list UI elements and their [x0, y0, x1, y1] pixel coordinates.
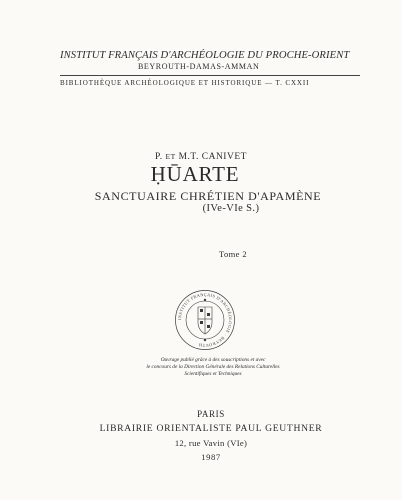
- book-title: ḤŪARTE: [150, 162, 240, 186]
- seal-ring-text: INSTITUT FRANÇAIS D'ARCHÉOLOGIE · BEYROUTH: [176, 291, 234, 349]
- series-header: [60, 50, 360, 87]
- institute-name: INSTITUT FRANÇAIS D'ARCHÉOLOGIE DU PROCHE-ORIENT: [60, 50, 350, 61]
- book-subtitle: SANCTUAIRE CHRÉTIEN D'APAMÈNE: [94, 189, 322, 203]
- publication-note-line1: Ouvrage publié grâce à des souscriptions et avec: [160, 357, 266, 363]
- book-period: (IVe-VIe S.): [202, 203, 260, 214]
- imprint-publisher: LIBRAIRIE ORIENTALISTE PAUL GEUTHNER: [99, 423, 323, 434]
- author-names: M.T. CANIVET: [178, 152, 247, 162]
- header-rule: [60, 75, 360, 76]
- author-conjunction: ET: [165, 152, 176, 161]
- publication-note: [128, 357, 298, 378]
- imprint-city: PARIS: [197, 409, 225, 419]
- institute-seal-icon: [174, 289, 236, 351]
- publication-note-line3: Scientifiques et Techniques: [184, 371, 242, 377]
- author-initial: P.: [155, 152, 163, 162]
- authors: [0, 152, 402, 162]
- publication-note-line2: le concours de la Direction Générale des Relations Culturelles: [146, 364, 280, 370]
- volume-label: Tome 2: [218, 249, 247, 259]
- imprint-year: 1987: [201, 452, 221, 462]
- collection-name: BIBLIOTHÈQUE ARCHÉOLOGIQUE ET HISTORIQUE — T. CXXII: [60, 79, 310, 87]
- imprint-address: 12, rue Vavin (VIe): [174, 438, 248, 448]
- institute-location: BEYROUTH-DAMAS-AMMAN: [138, 62, 260, 71]
